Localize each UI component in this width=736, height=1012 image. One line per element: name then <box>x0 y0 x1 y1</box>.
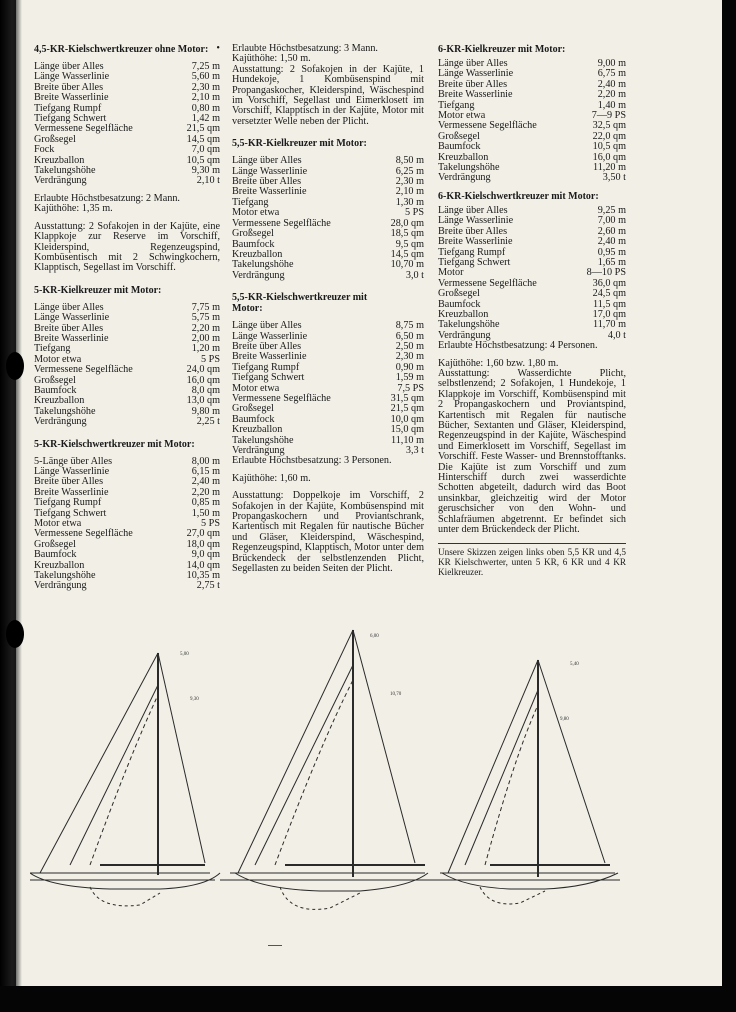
section-heading: 5-KR-Kielschwertkreuzer mit Motor: <box>34 438 195 450</box>
spec-value: 0,80 m <box>191 102 220 114</box>
spec-value: 6,50 m <box>395 330 424 342</box>
spec-label: Kreuzballon <box>34 154 85 166</box>
spec-label: Vermessene Segelfläche <box>232 217 331 229</box>
spec-value: 2,40 m <box>597 78 626 90</box>
spec-value: 6,75 m <box>597 68 626 80</box>
spec-value: 11,70 m <box>592 319 626 331</box>
spec-label: Takelungshöhe <box>232 259 294 271</box>
spec-value: 24,0 qm <box>186 364 220 376</box>
spec-label: Tiefgang Rumpf <box>232 361 300 373</box>
spec-table <box>232 156 424 281</box>
sailboat-sketch-left <box>30 652 220 906</box>
spec-label: Breite über Alles <box>438 225 508 237</box>
spec-label: Verdrängung <box>232 445 285 456</box>
spec-row <box>34 313 220 323</box>
crew-note: Erlaubte Höchstbesatzung: 2 Mann. <box>34 192 180 204</box>
spec-value: 9,80 m <box>191 405 220 417</box>
spec-value: 5 PS <box>201 518 220 530</box>
spec-label: Großsegel <box>34 133 76 145</box>
spec-table <box>232 321 424 456</box>
spec-label: Kreuzballon <box>34 559 85 571</box>
spec-label: Breite Wasserlinie <box>438 236 513 248</box>
spec-label: Vermessene Segelfläche <box>34 528 133 540</box>
spec-value: 24,5 qm <box>592 288 626 300</box>
spec-value: 7,25 m <box>191 61 220 72</box>
spec-value: 2,00 m <box>191 332 220 344</box>
spec-value: 2,30 m <box>191 81 220 93</box>
equipment-text: Ausstattung: 2 Sofakojen in der Kajüte, eine Klappkoje zur Reserve im Vorschiff, Kleiderspind, Regenzeugspind, Kombüsentisch mit 2 Schwingkochern, Klapptisch, Segellast im Vorschiff. <box>34 220 220 274</box>
spec-label: Großsegel <box>438 130 480 142</box>
spec-label: Vermessene Segelfläche <box>232 392 331 404</box>
spec-value: 9,30 m <box>191 165 220 177</box>
svg-text:6,00: 6,00 <box>370 634 379 639</box>
spec-value: 27,0 qm <box>186 528 220 540</box>
spec-row <box>34 581 220 591</box>
spec-value: 8,75 m <box>395 320 424 332</box>
spec-label: Baumfock <box>232 238 275 250</box>
spec-row <box>438 173 626 183</box>
spec-label: Motor etwa <box>34 353 82 365</box>
spec-label: Takelungshöhe <box>232 434 294 446</box>
spec-value: 2,30 m <box>395 176 424 188</box>
spec-label: Länge über Alles <box>232 320 302 332</box>
spec-row <box>34 176 220 186</box>
spec-value: 3,3 t <box>405 445 424 456</box>
spec-label: Takelungshöhe <box>34 570 96 582</box>
spec-label: Vermessene Segelfläche <box>34 123 133 135</box>
section-heading: 6-KR-Kielkreuzer mit Motor: <box>438 44 566 55</box>
spec-label: Breite über Alles <box>34 476 104 488</box>
spec-label: Tiefgang <box>232 196 269 208</box>
spec-value: 8—10 PS <box>586 267 626 279</box>
spec-label: Takelungshöhe <box>34 405 96 417</box>
spec-value: 0,85 m <box>191 497 220 509</box>
spec-label: Breite über Alles <box>232 340 302 352</box>
spec-label: Verdrängung <box>34 580 87 592</box>
equipment-text: Ausstattung: Doppelkoje im Vorschiff, 2 Sofakojen in der Kajüte, Kombüsenspind mit Propangaskochern und Proviantschrank, Kartentisch mit Regalen für nautische Bücher und Gläser, Kleiderspind, Wäschespind, Regenzeugspind, Klapptisch, Motor unter dem Brückendeck der selbstlenzenden Plicht, Segellasten zu beiden Seiten der Plicht. <box>232 490 424 575</box>
spec-label: Verdrängung <box>438 329 491 341</box>
spec-label: Baumfock <box>34 384 77 396</box>
spec-label: Motor etwa <box>232 207 280 219</box>
spec-label: Tiefgang Schwert <box>232 372 305 384</box>
spec-value: 6,25 m <box>395 165 424 177</box>
spec-table <box>34 303 220 428</box>
spec-label: Großsegel <box>438 288 480 300</box>
spec-value: 16,0 qm <box>592 151 626 163</box>
spec-value: 2,20 m <box>191 486 220 498</box>
spec-value: 11,10 m <box>390 434 424 446</box>
spec-label: Verdrängung <box>438 172 491 184</box>
spec-value: 13,0 qm <box>186 395 220 407</box>
spec-label: Kreuzballon <box>438 151 489 163</box>
scan-border-right <box>722 0 736 1012</box>
punch-hole <box>6 352 24 380</box>
column-left <box>34 44 220 592</box>
spec-label: Länge Wasserlinie <box>34 466 110 477</box>
spec-label: Verdrängung <box>232 269 285 281</box>
spec-label: Baumfock <box>232 413 275 425</box>
spec-value: 14,5 qm <box>390 248 424 260</box>
spec-value: 3,50 t <box>602 172 626 184</box>
binding-shadow <box>0 0 22 1012</box>
spec-label: Motor etwa <box>232 382 280 394</box>
spec-value: 18,0 qm <box>186 538 220 550</box>
sailboat-sketch-middle <box>220 630 430 909</box>
spec-value: 9,25 m <box>597 204 626 216</box>
crew-note: Erlaubte Höchstbesatzung: 3 Personen. <box>232 455 392 467</box>
spec-value: 16,0 qm <box>186 374 220 386</box>
headroom-note: Kajüthöhe: 1,35 m. <box>34 203 113 215</box>
spec-table <box>438 206 626 341</box>
spec-label: Großsegel <box>34 374 76 386</box>
spec-value: 2,20 m <box>191 322 220 334</box>
svg-text:9,30: 9,30 <box>190 697 199 702</box>
punch-hole <box>6 620 24 648</box>
sailboat-sketch-right <box>430 660 620 904</box>
spec-value: 4,0 t <box>607 329 626 341</box>
spec-value: 11,5 qm <box>592 298 626 310</box>
spec-label: Verdrängung <box>34 175 87 187</box>
spec-label: Tiefgang Rumpf <box>438 246 506 258</box>
spec-value: 1,40 m <box>597 99 626 111</box>
spec-label: Takelungshöhe <box>438 319 500 331</box>
spec-value: 0,95 m <box>597 246 626 258</box>
section-heading: 6-KR-Kielschwertkreuzer mit Motor: <box>438 190 599 202</box>
spec-value: 1,59 m <box>395 372 424 384</box>
figure-caption: Unsere Skizzen zeigen links oben 5,5 KR und 4,5 KR Kielschwerter, unten 5 KR, 6 KR und 4 KR Kielkreuzer. <box>438 543 626 577</box>
spec-value: 6,15 m <box>191 466 220 477</box>
spec-value: 14,0 qm <box>186 559 220 571</box>
spec-value: 15,0 qm <box>390 424 424 436</box>
spec-value: 5 PS <box>405 207 424 219</box>
spec-label: Breite Wasserlinie <box>34 486 109 498</box>
spec-value: 9,5 qm <box>395 238 424 250</box>
spec-value: 1,50 m <box>191 507 220 519</box>
equipment-text: Ausstattung: Wasserdichte Plicht, selbstlenzend; 2 Sofakojen, 1 Hundekoje, 1 Klappkoje im Vorschiff, Kombüsenspind mit 2 Propangaskochern und Proviantspind, Kartentisch mit Regalen für nautische Bücher, Sextanten und Gläser, Kleiderspind, Regenzeugspind in der Kajüte, Wäschespind und Eimerklosett im Vorschiff, Segellast im Vorschiff. Feste Wasser- und Brennstofftanks. Die Kajüte ist zum Vorschiff und zum Hinterschiff durch zwei wasserdichte Schotten abgeteilt, dadurch wird das Boot unsinkbar, gleichzeitig wird der Motor geruschsicher von den Wohn- und Schlafräumen abgetrennt. Er befindet sich unter dem Brückendeck der Plicht. <box>438 367 626 536</box>
crew-note: Erlaubte Höchstbesatzung: 3 Mann. <box>232 43 378 54</box>
headroom-note: Kajüthöhe: 1,60 m. <box>232 472 311 484</box>
spec-value: 1,20 m <box>191 343 220 355</box>
spec-label: Breite Wasserlinie <box>232 351 307 363</box>
section-heading: 5,5-KR-Kielkreuzer mit Motor: <box>232 138 367 150</box>
spec-value: 10,5 qm <box>186 154 220 166</box>
spec-label: Breite Wasserlinie <box>34 92 109 104</box>
section-heading: 5,5-KR-Kielschwertkreuzer mit Motor: <box>232 292 368 315</box>
svg-text:5,00: 5,00 <box>180 652 189 657</box>
spec-label: Breite Wasserlinie <box>34 332 109 344</box>
spec-value: 10,0 qm <box>390 413 424 425</box>
headroom-note: Kajüthöhe: 1,50 m. <box>232 53 311 65</box>
spec-value: 2,40 m <box>597 236 626 248</box>
section-heading: 5-KR-Kielkreuzer mit Motor: <box>34 284 162 296</box>
spec-value: 21,5 qm <box>186 123 220 135</box>
spec-label: Takelungshöhe <box>438 162 500 174</box>
spec-label: Länge über Alles <box>438 204 508 216</box>
spec-label: Breite über Alles <box>438 78 508 90</box>
spec-value: 14,5 qm <box>186 133 220 145</box>
spec-value: 18,5 qm <box>390 228 424 240</box>
spec-row <box>232 321 424 331</box>
spec-row <box>34 365 220 375</box>
spec-table <box>438 59 626 184</box>
spec-row <box>232 373 424 383</box>
spec-label: Takelungshöhe <box>34 165 96 177</box>
spec-label: Tiefgang Rumpf <box>34 102 102 114</box>
scan-border-bottom <box>0 986 736 1012</box>
spec-value: 32,5 qm <box>592 120 626 132</box>
spec-label: Baumfock <box>438 298 481 310</box>
svg-text:5,40: 5,40 <box>570 662 579 667</box>
spec-value: 2,25 t <box>196 416 220 428</box>
spec-label: Motor etwa <box>34 518 82 530</box>
spec-label: Großsegel <box>232 228 274 240</box>
spec-label: Motor etwa <box>438 110 486 122</box>
spec-value: 7,0 qm <box>191 144 220 156</box>
spec-label: Länge Wasserlinie <box>34 312 110 324</box>
spec-value: 5 PS <box>201 353 220 365</box>
svg-text:10,70: 10,70 <box>390 692 402 697</box>
spec-label: Tiefgang <box>34 343 71 355</box>
spec-label: Länge über Alles <box>438 58 508 69</box>
svg-text:9,80: 9,80 <box>560 717 569 722</box>
spec-label: Großsegel <box>34 538 76 550</box>
spec-label: Breite über Alles <box>34 322 104 334</box>
spec-label: Länge Wasserlinie <box>232 165 308 177</box>
spec-value: 1,65 m <box>597 256 626 268</box>
spec-label: Tiefgang Schwert <box>34 507 107 519</box>
spec-value: 2,20 m <box>597 89 626 101</box>
spec-value: 28,0 qm <box>390 217 424 229</box>
spec-row <box>232 229 424 239</box>
spec-label: Tiefgang <box>438 99 475 111</box>
spec-value: 9,0 qm <box>191 549 220 561</box>
spec-label: Vermessene Segelfläche <box>438 277 537 289</box>
spec-label: Großsegel <box>232 403 274 415</box>
spec-value: 0,90 m <box>395 361 424 373</box>
spec-value: 2,30 m <box>395 351 424 363</box>
spec-value: 3,0 t <box>405 269 424 281</box>
spec-value: 21,5 qm <box>390 403 424 415</box>
spec-label: Vermessene Segelfläche <box>438 120 537 132</box>
spec-row <box>438 289 626 299</box>
equipment-text: Ausstattung: 2 Sofakojen in der Kajüte, 1 Hundekoje, 1 Kombüsenspind mit Propangaskocher, Kleiderspind, Wäschespind im Vorschiff, Segellast und Eimerklosett im Vorschiff, Klapptisch in der Kajüte, Motor mit versetzter Welle neben der Plicht. <box>232 63 424 127</box>
section-heading: 4,5-KR-Kielschwertkreuzer ohne Motor: <box>34 44 209 55</box>
spec-value: 2,10 m <box>191 92 220 104</box>
page-mark <box>268 945 282 946</box>
spec-label: Breite über Alles <box>232 176 302 188</box>
spec-value: 10,70 m <box>390 259 424 271</box>
spec-label: Kreuzballon <box>438 308 489 320</box>
spec-row <box>232 271 424 281</box>
spec-label: Breite Wasserlinie <box>232 186 307 198</box>
spec-value: 11,20 m <box>592 162 626 174</box>
spec-label: 5-Länge über Alles <box>34 455 113 467</box>
spec-value: 5,60 m <box>191 71 220 83</box>
spec-value: 5,75 m <box>191 312 220 324</box>
spec-label: Tiefgang Schwert <box>34 113 107 125</box>
spec-label: Vermessene Segelfläche <box>34 364 133 376</box>
spec-value: 10,5 qm <box>592 141 626 153</box>
sailboat-sketches <box>30 625 630 925</box>
spec-label: Breite über Alles <box>34 81 104 93</box>
spec-label: Verdrängung <box>34 416 87 428</box>
spec-value: 1,42 m <box>191 113 220 125</box>
spec-row <box>34 417 220 427</box>
spec-label: Fock <box>34 144 55 156</box>
spec-table <box>34 62 220 187</box>
spec-label: Tiefgang Rumpf <box>34 497 102 509</box>
spec-value: 7,75 m <box>191 301 220 313</box>
spec-label: Kreuzballon <box>232 248 283 260</box>
spec-label: Länge über Alles <box>34 301 104 313</box>
spec-table <box>34 457 220 592</box>
spec-value: 17,0 qm <box>592 308 626 320</box>
spec-label: Länge über Alles <box>232 155 302 167</box>
spec-value: 22,0 qm <box>592 130 626 142</box>
spec-value: 2,10 m <box>395 186 424 198</box>
spec-label: Kreuzballon <box>232 424 283 436</box>
spec-value: 7,5 PS <box>397 382 424 394</box>
spec-value: 2,10 t <box>196 175 220 187</box>
spec-value: 1,30 m <box>395 196 424 208</box>
spec-label: Tiefgang Schwert <box>438 256 511 268</box>
spec-row <box>438 237 626 247</box>
crew-note: Erlaubte Höchstbesatzung: 4 Personen. <box>438 340 598 352</box>
spec-label: Länge über Alles <box>34 61 104 72</box>
headroom-note: Kajüthöhe: 1,60 bzw. 1,80 m. <box>438 357 559 369</box>
spec-value: 2,60 m <box>597 225 626 237</box>
spec-value: 2,75 t <box>196 580 220 592</box>
spec-label: Länge Wasserlinie <box>438 215 514 227</box>
spec-value: 31,5 qm <box>390 392 424 404</box>
spec-label: Baumfock <box>34 549 77 561</box>
spec-value: 8,0 qm <box>191 384 220 396</box>
spec-label: Motor <box>438 267 464 279</box>
spec-value: 7—9 PS <box>591 110 626 122</box>
spec-value: 8,50 m <box>395 155 424 167</box>
spec-label: Kreuzballon <box>34 395 85 407</box>
spec-value: 8,00 m <box>191 455 220 467</box>
spec-label: Breite Wasserlinie <box>438 89 513 101</box>
column-middle <box>232 44 424 574</box>
column-right <box>438 44 626 587</box>
spec-label: Länge Wasserlinie <box>232 330 308 342</box>
section-heading-row <box>34 44 220 55</box>
spec-label: Baumfock <box>438 141 481 153</box>
spec-label: Länge Wasserlinie <box>34 71 110 83</box>
spec-value: 10,35 m <box>186 570 220 582</box>
spec-label: Länge Wasserlinie <box>438 68 514 80</box>
spec-value: 36,0 qm <box>592 277 626 289</box>
dot-mark: • <box>216 43 220 54</box>
spec-value: 7,00 m <box>597 215 626 227</box>
spec-value: 2,40 m <box>191 476 220 488</box>
spec-value: 9,00 m <box>597 58 626 69</box>
spec-value: 2,50 m <box>395 340 424 352</box>
